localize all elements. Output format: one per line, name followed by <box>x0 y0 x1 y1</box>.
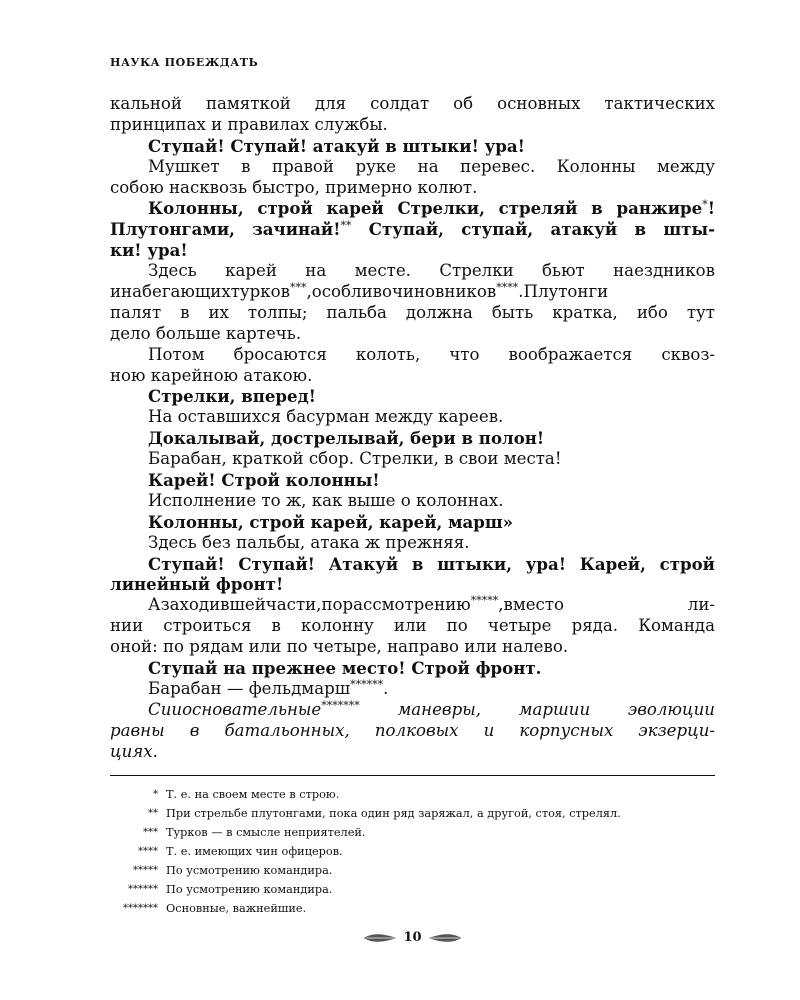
footnote-marker: ** <box>340 219 352 233</box>
footnote-mark: ****** <box>128 884 158 895</box>
footnote-mark: ** <box>148 808 158 819</box>
text-line <box>110 428 715 449</box>
text-line <box>110 157 715 178</box>
leaf-ornament-left-icon <box>363 933 397 943</box>
footnote-mark: * <box>153 789 158 800</box>
text-run: Здесь без пальбы, атака ж прежняя. <box>148 532 470 552</box>
text-run: принципах и правилах службы. <box>110 114 388 134</box>
footnote-text: По усмотрению командира. <box>166 864 333 877</box>
footnotes <box>110 785 715 918</box>
text-run: Сииосновательные <box>148 699 322 719</box>
footnote-marker: *** <box>289 281 307 295</box>
footnote-marker: **** <box>496 281 519 295</box>
footnote-mark: ***** <box>133 865 158 876</box>
footnote-marker: ******* <box>321 698 360 712</box>
text-line <box>110 470 715 491</box>
footnote-item <box>110 880 715 899</box>
text-run: оной: по рядам или по четыре, направо или налево. <box>110 637 569 657</box>
text-run: Исполнение то ж, как выше о колоннах. <box>148 490 504 510</box>
text-run: Колонны, строй карей, карей, марш» <box>148 511 514 532</box>
text-line <box>110 533 715 554</box>
text-run: равны в батальонных, полковых и корпусных экзерци- <box>110 720 715 740</box>
footnote-text: Т. е. имеющих чин офицеров. <box>166 845 343 858</box>
text-run: Здесь карей на месте. Стрелки бьют наездников <box>148 261 715 281</box>
text-run: Колонны, строй карей Стрелки, стреляй в ранжире <box>148 198 703 219</box>
text-run: линейный фронт! <box>110 574 284 595</box>
footnote-mark: **** <box>138 846 158 857</box>
text-run: циях. <box>110 741 158 761</box>
footnote-text: Т. е. на своем месте в строю. <box>166 788 340 801</box>
text-line <box>110 240 715 261</box>
text-run: палят в их толпы; пальба должна быть кратка, ибо тут <box>110 302 715 322</box>
text-run: маневры, маршии эволюции <box>359 699 715 719</box>
text-run: ,вместо ли- <box>498 595 715 615</box>
text-run: ною карейною атакою. <box>110 365 313 385</box>
text-run: Ступай! Ступай! атакуй в штыки! ура! <box>148 135 525 156</box>
text-run: дело больше картечь. <box>110 323 302 343</box>
text-line <box>110 595 715 616</box>
page-folio <box>110 930 715 945</box>
text-line <box>110 721 715 742</box>
text-run: Карей! Строй колонны! <box>148 470 380 491</box>
text-run: инабегающихтурков <box>110 282 290 302</box>
text-run: Ступай на прежнее место! Строй фронт. <box>148 658 542 679</box>
text-run: Докалывай, дострелывай, бери в полон! <box>148 428 545 449</box>
text-line <box>110 136 715 157</box>
text-line <box>110 616 715 637</box>
text-run: нии строиться в колонну или по четыре ряда. Команда <box>110 616 715 636</box>
text-line <box>110 198 715 219</box>
text-line <box>110 554 715 575</box>
footnote-text: По усмотрению командира. <box>166 883 333 896</box>
page-number: 10 <box>403 930 422 945</box>
text-run: ,особливочиновников <box>306 282 497 302</box>
text-run: Ступай! Ступай! Атакуй в штыки, ура! Карей, строй <box>148 553 715 574</box>
book-page <box>110 0 715 1000</box>
text-line <box>110 303 715 324</box>
running-head: НАУКА ПОБЕЖДАТЬ <box>110 56 259 69</box>
footnote-marker: * <box>702 198 708 212</box>
footnote-item <box>110 861 715 880</box>
text-run: Мушкет в правой руке на перевес. Колонны между <box>148 156 715 176</box>
text-run: . <box>383 678 389 698</box>
text-line <box>110 345 715 366</box>
text-line <box>110 742 715 763</box>
footnote-text: При стрельбе плутонгами, пока один ряд заряжал, а другой, стоя, стрелял. <box>166 807 621 820</box>
text-run: Стрелки, вперед! <box>148 386 316 407</box>
text-line <box>110 512 715 533</box>
text-run: Ступай, ступай, атакуй в шты- <box>351 219 715 240</box>
footnote-mark: ******* <box>123 903 158 914</box>
text-line <box>110 679 715 700</box>
text-run: .Плутонги <box>518 282 609 302</box>
body-text <box>110 94 715 763</box>
text-line <box>110 386 715 407</box>
footnote-item <box>110 785 715 804</box>
text-line <box>110 491 715 512</box>
text-run: Потом бросаются колоть, что воображается сквоз- <box>148 344 715 364</box>
text-line <box>110 324 715 345</box>
footnote-item <box>110 804 715 823</box>
text-run: Барабан, краткой сбор. Стрелки, в свои места! <box>148 449 562 469</box>
text-line <box>110 282 715 303</box>
footnote-item <box>110 842 715 861</box>
text-run: кальной памяткой для солдат об основных тактических <box>110 94 715 113</box>
text-line <box>110 178 715 199</box>
footnote-marker: ***** <box>470 594 499 608</box>
text-line <box>110 700 715 721</box>
footnote-mark: *** <box>143 827 158 838</box>
text-run: Плутонгами, зачинай! <box>110 219 341 240</box>
text-run: ки! ура! <box>110 240 188 261</box>
text-line <box>110 407 715 428</box>
leaf-ornament-right-icon <box>428 933 462 943</box>
text-run: Барабан — фельдмарш <box>148 678 351 698</box>
text-line <box>110 658 715 679</box>
text-line <box>110 366 715 387</box>
text-line <box>110 94 715 115</box>
footnote-item <box>110 823 715 842</box>
text-line <box>110 261 715 282</box>
text-run: Азаходившейчасти,порассмотрению <box>148 595 471 615</box>
text-line <box>110 219 715 240</box>
text-line <box>110 449 715 470</box>
footnote-text: Турков — в смысле неприятелей. <box>166 826 366 839</box>
text-line <box>110 115 715 136</box>
text-line <box>110 574 715 595</box>
footnote-item <box>110 899 715 918</box>
text-line <box>110 637 715 658</box>
footnote-text: Основные, важнейшие. <box>166 902 307 915</box>
text-run: собою насквозь быстро, примерно колют. <box>110 177 478 197</box>
text-run: На оставшихся басурман между кареев. <box>148 407 504 427</box>
text-run: ! <box>707 198 715 219</box>
footnote-rule <box>110 775 715 776</box>
footnote-marker: ****** <box>350 677 384 691</box>
